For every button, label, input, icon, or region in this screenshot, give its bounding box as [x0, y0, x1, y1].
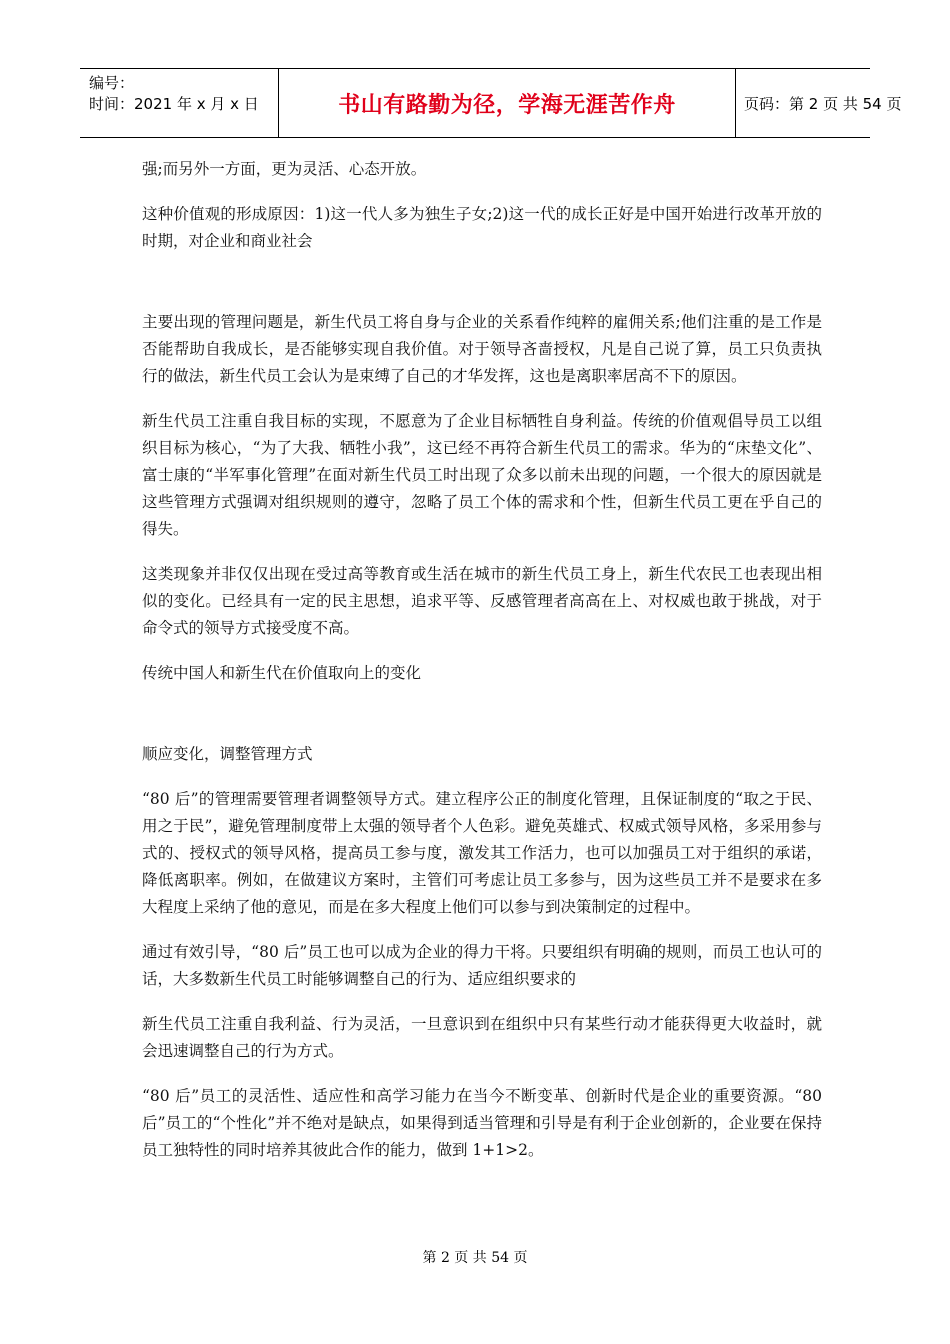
page-footer: 第 2 页 共 54 页	[422, 1250, 528, 1266]
header-motto: 书山有路勤为径，学海无涯苦作舟	[279, 69, 736, 137]
document-body	[142, 156, 822, 1182]
header-page-info: 页码：第 2 页 共 54 页	[744, 94, 902, 113]
paragraph: 新生代员工注重自我目标的实现，不愿意为了企业目标牺牲自身利益。传统的价值观倡导员工以组织目标为核心，“为了大我、牺牲小我”，这已经不再符合新生代员工的需求。华为的“床垫文化”、富士康的“半军事化管理”在面对新生代员工时出现了众多以前未出现的问题，一个很大的原因就是这些管理方式强调对组织规则的遵守，忽略了员工个体的需求和个性，但新生代员工更在乎自己的得失。	[142, 412, 822, 538]
header-meta	[80, 69, 279, 137]
paragraph: “80 后”员工的灵活性、适应性和高学习能力在当今不断变革、创新时代是企业的重要资源。“80 后”员工的“个性化”并不绝对是缺点，如果得到适当管理和引导是有利于企业创新的，企业要在保持员工独特性的同时培养其彼此合作的能力，做到 1+1>2。	[142, 1087, 822, 1159]
section-heading: 传统中国人和新生代在价值取向上的变化	[142, 664, 422, 682]
page-header	[80, 68, 902, 138]
paragraph: 主要出现的管理问题是，新生代员工将自身与企业的关系看作纯粹的雇佣关系;他们注重的是工作是否能帮助自我成长，是否能够实现自我价值。对于领导吝啬授权，凡是自己说了算，员工只负责执行的做法，新生代员工会认为是束缚了自己的才华发挥，这也是离职率居高不下的原因。	[142, 313, 822, 385]
paragraph: 强;而另外一方面，更为灵活、心态开放。	[142, 160, 427, 178]
paragraph: 新生代员工注重自我利益、行为灵活，一旦意识到在组织中只有某些行动才能获得更大收益时，就会迅速调整自己的行为方式。	[142, 1015, 822, 1060]
document-number-label: 编号：	[89, 74, 135, 92]
paragraph: “80 后”的管理需要管理者调整领导方式。建立程序公正的制度化管理，且保证制度的“取之于民、用之于民”，避免管理制度带上太强的领导者个人色彩。避免英雄式、权威式领导风格，多采用参与式的、授权式的领导风格，提高员工参与度，激发其工作活力，也可以加强员工对于组织的承诺，降低离职率。例如，在做建议方案时，主管们可考虑让员工多参与，因为这些员工并不是要求在多大程度上采纳了他的意见，而是在多大程度上他们可以参与到决策制定的过程中。	[142, 790, 822, 916]
blank-space	[142, 705, 822, 741]
paragraph: 通过有效引导，“80 后”员工也可以成为企业的得力干将。只要组织有明确的规则，而员工也认可的话，大多数新生代员工时能够调整自己的行为、适应组织要求的	[142, 943, 822, 988]
document-date-label: 时间：2021 年 x 月 x 日	[89, 95, 259, 113]
paragraph: 这类现象并非仅仅出现在受过高等教育或生活在城市的新生代员工身上，新生代农民工也表现出相似的变化。已经具有一定的民主思想，追求平等、反感管理者高高在上、对权威也敢于挑战，对于命令式的领导方式接受度不高。	[142, 565, 822, 637]
paragraph: 这种价值观的形成原因：1)这一代人多为独生子女;2)这一代的成长正好是中国开始进行改革开放的时期，对企业和商业社会	[142, 205, 822, 250]
section-heading: 顺应变化，调整管理方式	[142, 745, 313, 763]
blank-space	[142, 273, 822, 309]
